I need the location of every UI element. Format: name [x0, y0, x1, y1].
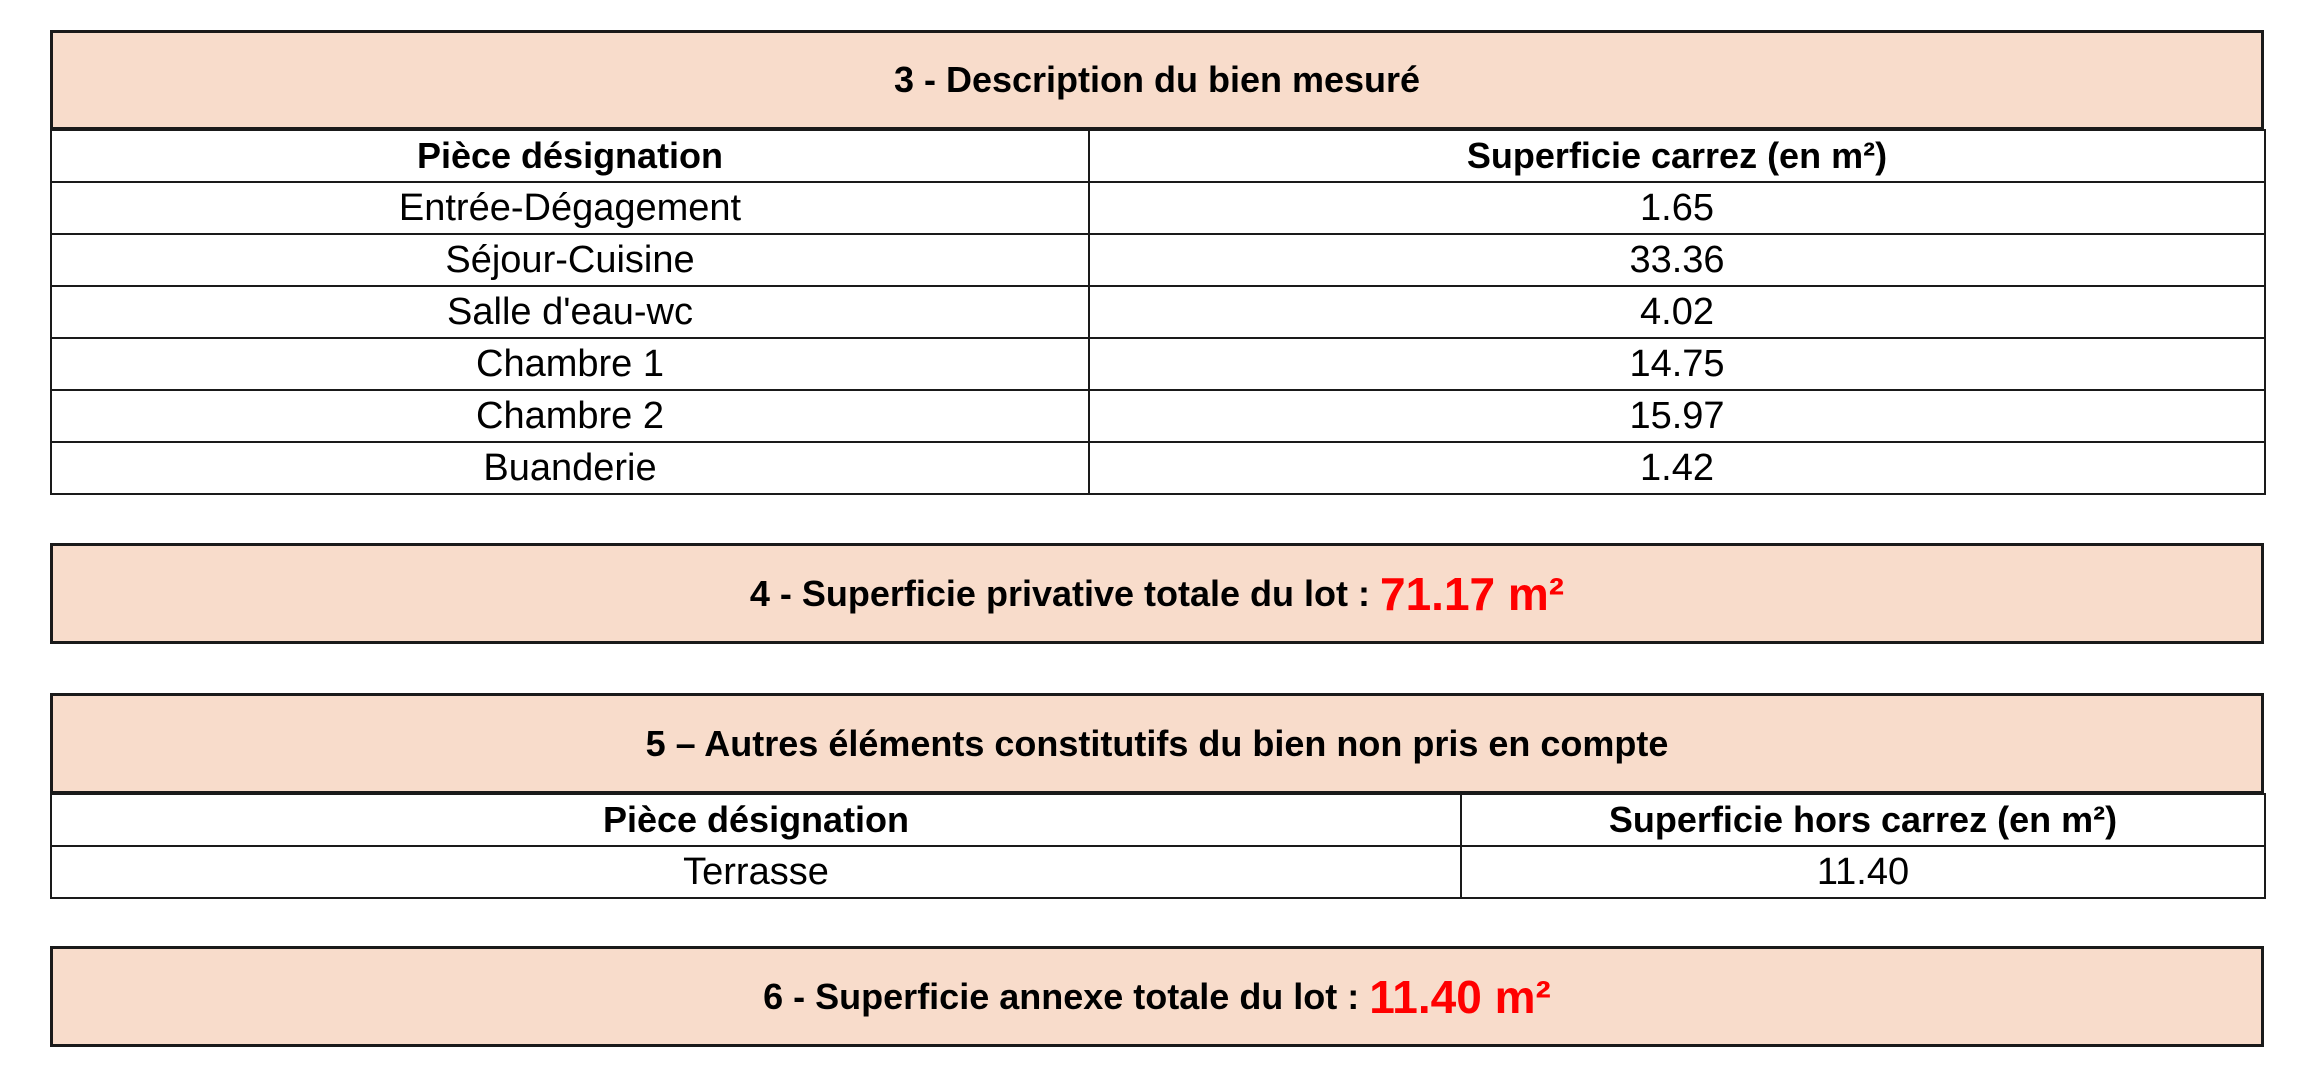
section-5-title-banner [50, 693, 2264, 794]
room-surface: 33.36 [1089, 234, 2265, 286]
total-annex-area-value: 11.40 m² [1369, 970, 1551, 1023]
column-header-surface: Superficie hors carrez (en m²) [1461, 794, 2265, 846]
column-header-surface: Superficie carrez (en m²) [1089, 130, 2265, 182]
section-3-table [50, 129, 2266, 495]
room-surface: 1.65 [1089, 182, 2265, 234]
room-name: Séjour-Cuisine [51, 234, 1089, 286]
room-surface: 11.40 [1461, 846, 2265, 898]
table-row [51, 390, 2265, 442]
section-4-label: 4 - Superficie privative totale du lot : [749, 572, 1370, 614]
room-surface: 14.75 [1089, 338, 2265, 390]
table-header-row [51, 794, 2265, 846]
section-5-title: 5 – Autres éléments constitutifs du bien non pris en compte [645, 722, 1669, 764]
room-surface: 15.97 [1089, 390, 2265, 442]
room-name: Buanderie [51, 442, 1089, 494]
room-name: Entrée-Dégagement [51, 182, 1089, 234]
room-name: Terrasse [51, 846, 1461, 898]
section-3-title-banner [50, 30, 2264, 130]
room-surface: 1.42 [1089, 442, 2265, 494]
section-5-table [50, 793, 2266, 899]
table-row [51, 286, 2265, 338]
room-name: Chambre 1 [51, 338, 1089, 390]
table-row [51, 442, 2265, 494]
table-row [51, 182, 2265, 234]
total-private-area-value: 71.17 m² [1380, 567, 1565, 620]
section-4-total-banner [50, 543, 2264, 644]
table-row [51, 338, 2265, 390]
section-6-total-banner [50, 946, 2264, 1047]
table-header-row [51, 130, 2265, 182]
table-row [51, 846, 2265, 898]
table-row [51, 234, 2265, 286]
section-6-label: 6 - Superficie annexe totale du lot : [763, 975, 1360, 1017]
column-header-piece: Pièce désignation [51, 130, 1089, 182]
room-surface: 4.02 [1089, 286, 2265, 338]
room-name: Salle d'eau-wc [51, 286, 1089, 338]
room-name: Chambre 2 [51, 390, 1089, 442]
column-header-piece: Pièce désignation [51, 794, 1461, 846]
section-3-title: 3 - Description du bien mesuré [893, 59, 1421, 100]
